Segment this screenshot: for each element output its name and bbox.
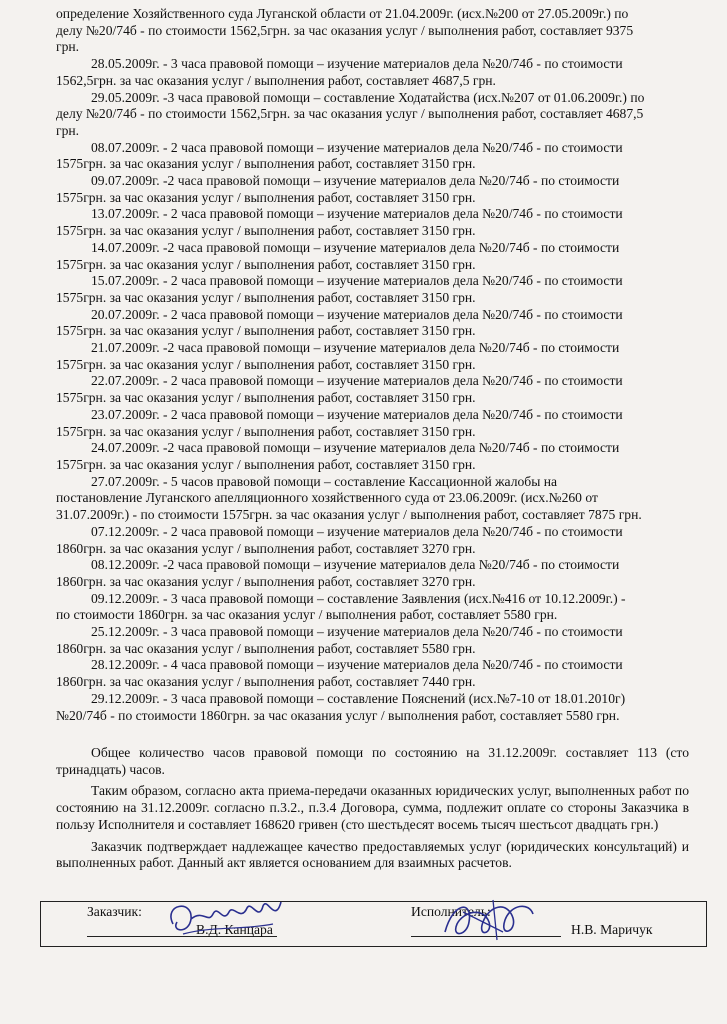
service-entry-continuation: грн. bbox=[56, 39, 80, 55]
service-entry-continuation: грн. bbox=[56, 122, 80, 138]
service-entry-first-line: определение Хозяйственного суда Луганской области от 21.04.2009г. (исх.№200 от 27.05.2009г.) по bbox=[56, 6, 629, 21]
customer-label: Заказчик: bbox=[87, 904, 142, 919]
contractor-label: Исполнитель: bbox=[411, 904, 491, 919]
service-entry bbox=[0, 56, 727, 89]
service-entry-first-line: 28.05.2009г. - 3 часа правовой помощи – изучение материалов дела №20/74б - по стоимости bbox=[91, 56, 623, 72]
service-entry-first-line: 15.07.2009г. - 2 часа правовой помощи – изучение материалов дела №20/74б - по стоимости bbox=[91, 273, 623, 289]
service-entry-first-line: 07.12.2009г. - 2 часа правовой помощи – изучение материалов дела №20/74б - по стоимости bbox=[91, 523, 623, 539]
summary-total-hours: Общее количество часов правовой помощи по состоянию на 31.12.2009г. составляет 113 (сто тринадцать) часов. bbox=[56, 745, 689, 777]
service-entry-first-line: 27.07.2009г. - 5 часов правовой помощи – составление Кассационной жалобы на bbox=[91, 473, 558, 489]
service-entry-continuation: 1860грн. за час оказания услуг / выполнения работ, составляет 3270 грн. bbox=[56, 540, 476, 556]
service-entry-continuation: 1575грн. за час оказания услуг / выполнения работ, составляет 3150 грн. bbox=[56, 256, 476, 272]
service-entry-first-line: 09.12.2009г. - 3 часа правовой помощи – составление Заявления (исх.№416 от 10.12.2009г.) - bbox=[91, 590, 626, 606]
service-entry bbox=[0, 407, 727, 440]
service-entry-continuation: 1575грн. за час оказания услуг / выполнения работ, составляет 3150 грн. bbox=[56, 356, 476, 372]
service-entry-continuation: 1860грн. за час оказания услуг / выполнения работ, составляет 3270 грн. bbox=[56, 573, 476, 589]
service-entry-first-line: 28.12.2009г. - 4 часа правовой помощи – изучение материалов дела №20/74б - по стоимости bbox=[91, 657, 623, 673]
service-entry bbox=[0, 173, 727, 206]
service-entry bbox=[0, 657, 727, 690]
summary-section bbox=[0, 745, 727, 877]
contractor-name: Н.В. Маричук bbox=[571, 922, 653, 937]
service-entry-first-line: 20.07.2009г. - 2 часа правовой помощи – изучение материалов дела №20/74б - по стоимости bbox=[91, 306, 623, 322]
service-entry bbox=[0, 240, 727, 273]
service-entry-continuation: делу №20/74б - по стоимости 1562,5грн. за час оказания услуг / выполнения работ, составляет 4687,5 bbox=[56, 106, 644, 122]
service-entry bbox=[0, 591, 727, 624]
summary-confirmation: Заказчик подтверждает надлежащее качество предоставляемых услуг (юридических консультаций) и выполненных работ. Данный акт является основанием для взаимных расчетов. bbox=[56, 838, 689, 871]
signature-box bbox=[40, 901, 707, 947]
service-entry bbox=[0, 6, 727, 56]
service-entry-first-line: 22.07.2009г. - 2 часа правовой помощи – изучение материалов дела №20/74б - по стоимости bbox=[91, 373, 623, 389]
service-entry bbox=[0, 90, 727, 140]
service-entry-first-line: 21.07.2009г. -2 часа правовой помощи – изучение материалов дела №20/74б - по стоимости bbox=[91, 340, 620, 356]
service-entry-continuation: делу №20/74б - по стоимости 1562,5грн. за час оказания услуг / выполнения работ, составляет 9375 bbox=[56, 22, 634, 38]
summary-total-amount: Таким образом, согласно акта приема-передачи оказанных юридических услуг, выполненных работ по состоянию на 31.12.2009г. согласно п.3.2., п.3.4 Договора, сумма, подлежит оплате со стороны Заказчика в пользу Исполнителя и составляет 168620 гривен (сто шестьдесят восемь тысяч шестьсот двадцать грн.) bbox=[56, 783, 689, 832]
service-entry-continuation: 1575грн. за час оказания услуг / выполнения работ, составляет 3150 грн. bbox=[56, 289, 476, 305]
service-entry-continuation: 31.07.2009г.) - по стоимости 1575грн. за час оказания услуг / выполнения работ, составляет 7875 грн. bbox=[56, 507, 642, 523]
service-entry bbox=[0, 440, 727, 473]
service-entry-continuation: 1562,5грн. за час оказания услуг / выполнения работ, составляет 4687,5 грн. bbox=[56, 72, 496, 88]
service-entry-first-line: 08.07.2009г. - 2 часа правовой помощи – изучение материалов дела №20/74б - по стоимости bbox=[91, 139, 623, 155]
service-entry-first-line: 29.12.2009г. - 3 часа правовой помощи – составление Пояснений (исх.№7-10 от 18.01.2010г) bbox=[91, 690, 626, 706]
service-entry bbox=[0, 557, 727, 590]
service-entry-continuation: 1575грн. за час оказания услуг / выполнения работ, составляет 3150 грн. bbox=[56, 390, 476, 406]
service-entry-first-line: 23.07.2009г. - 2 часа правовой помощи – изучение материалов дела №20/74б - по стоимости bbox=[91, 406, 623, 422]
service-entry bbox=[0, 373, 727, 406]
service-entry bbox=[0, 307, 727, 340]
service-entry bbox=[0, 624, 727, 657]
service-entry-continuation: 1575грн. за час оказания услуг / выполнения работ, составляет 3150 грн. bbox=[56, 156, 476, 172]
service-entry-first-line: 29.05.2009г. -3 часа правовой помощи – составление Ходатайства (исх.№207 от 01.06.2009г.) по bbox=[91, 89, 645, 105]
service-entry-continuation: 1575грн. за час оказания услуг / выполнения работ, составляет 3150 грн. bbox=[56, 189, 476, 205]
service-entry-first-line: 14.07.2009г. -2 часа правовой помощи – изучение материалов дела №20/74б - по стоимости bbox=[91, 239, 620, 255]
service-entry-continuation: №20/74б - по стоимости 1860грн. за час оказания услуг / выполнения работ, составляет 5580 грн. bbox=[56, 707, 620, 723]
service-entry bbox=[0, 691, 727, 724]
service-entry-continuation: по стоимости 1860грн. за час оказания услуг / выполнения работ, составляет 5580 грн. bbox=[56, 607, 558, 623]
service-entry-continuation: 1860грн. за час оказания услуг / выполнения работ, составляет 5580 грн. bbox=[56, 640, 476, 656]
service-entry-continuation: 1575грн. за час оказания услуг / выполнения работ, составляет 3150 грн. bbox=[56, 456, 476, 472]
service-entry-first-line: 24.07.2009г. -2 часа правовой помощи – изучение материалов дела №20/74б - по стоимости bbox=[91, 440, 620, 456]
service-entry bbox=[0, 340, 727, 373]
service-entry bbox=[0, 206, 727, 239]
service-entry bbox=[0, 524, 727, 557]
service-entry-continuation: 1575грн. за час оказания услуг / выполнения работ, составляет 3150 грн. bbox=[56, 323, 476, 339]
service-entry bbox=[0, 140, 727, 173]
service-entry bbox=[0, 273, 727, 306]
service-entries bbox=[0, 6, 727, 724]
service-entry-first-line: 13.07.2009г. - 2 часа правовой помощи – изучение материалов дела №20/74б - по стоимости bbox=[91, 206, 623, 222]
contractor-signature-image bbox=[433, 892, 543, 946]
service-entry-continuation: 1575грн. за час оказания услуг / выполнения работ, составляет 3150 грн. bbox=[56, 423, 476, 439]
service-entry-continuation: 1860грн. за час оказания услуг / выполнения работ, составляет 7440 грн. bbox=[56, 674, 476, 690]
customer-signature-image bbox=[163, 894, 293, 944]
service-entry-first-line: 09.07.2009г. -2 часа правовой помощи – изучение материалов дела №20/74б - по стоимости bbox=[91, 173, 620, 189]
customer-name: В.Д. Канцара bbox=[196, 922, 273, 937]
service-entry-continuation: 1575грн. за час оказания услуг / выполнения работ, составляет 3150 грн. bbox=[56, 223, 476, 239]
service-entry-first-line: 25.12.2009г. - 3 часа правовой помощи – изучение материалов дела №20/74б - по стоимости bbox=[91, 624, 623, 640]
service-entry bbox=[0, 474, 727, 524]
service-entry-first-line: 08.12.2009г. -2 часа правовой помощи – изучение материалов дела №20/74б - по стоимости bbox=[91, 557, 620, 573]
service-entry-continuation: постановление Луганского апелляционного хозяйственного суда от 23.06.2009г. (исх.№260 от bbox=[56, 490, 598, 506]
